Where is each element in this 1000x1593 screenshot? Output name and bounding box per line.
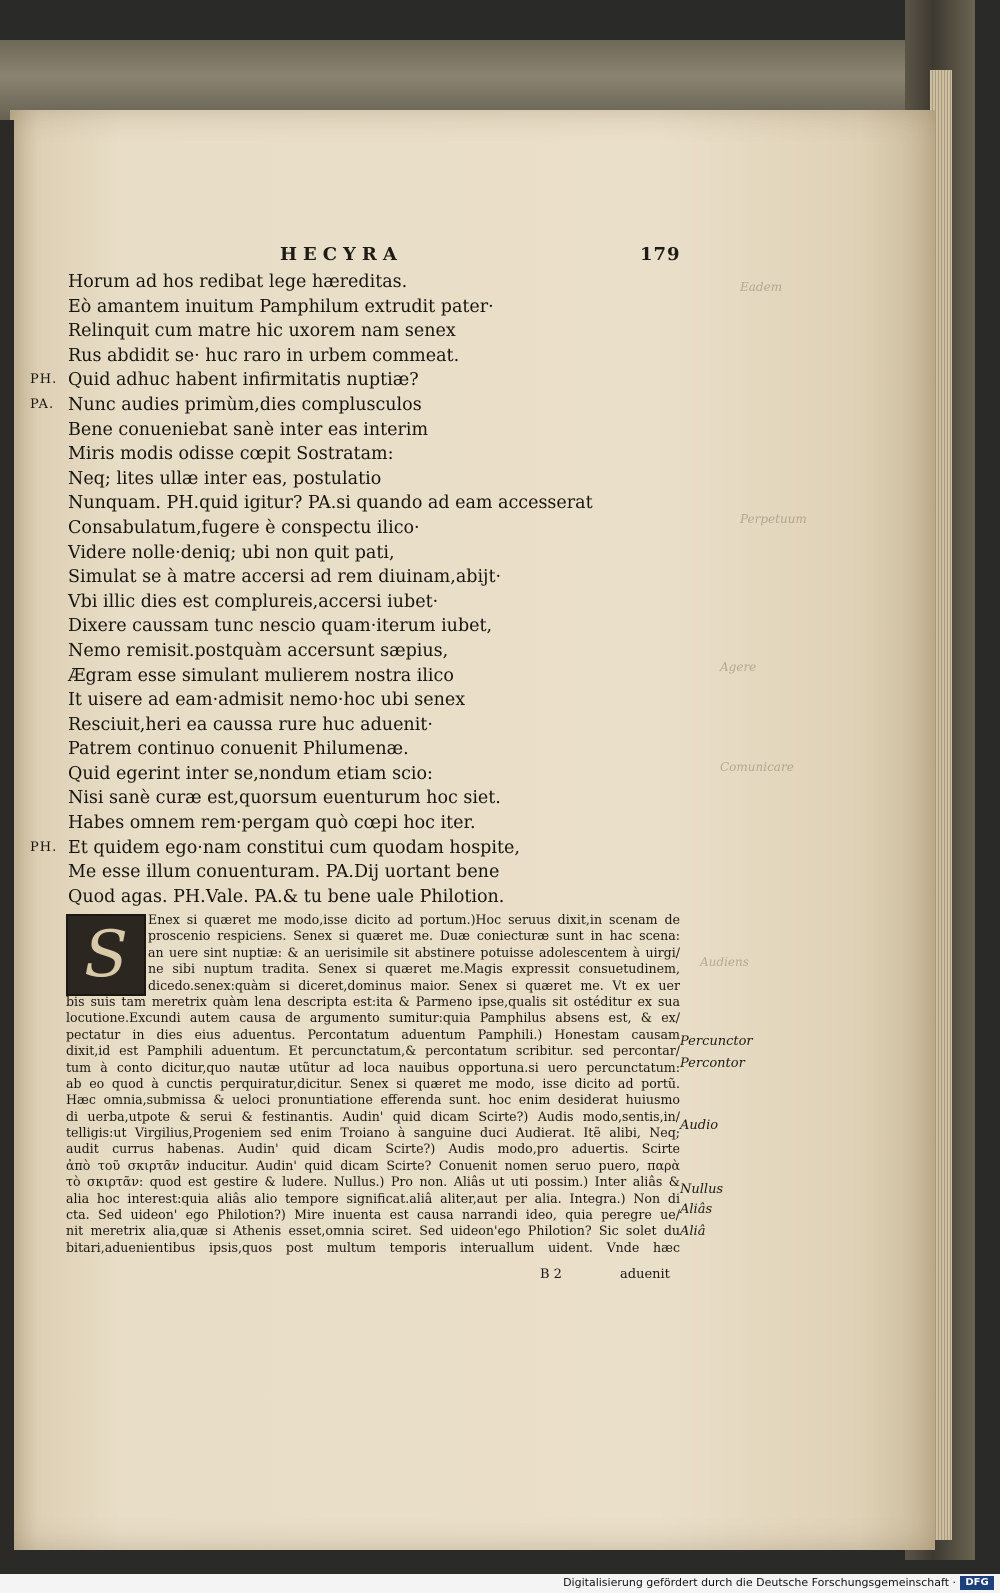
- verse-line: [30, 270, 710, 295]
- margin-note: Nullus: [680, 1182, 724, 1197]
- verse-line: [30, 344, 710, 369]
- verse-line: [30, 614, 710, 639]
- commentary-line: dixit,id est Pamphili aduentum. Et percunctatum,& percontatum scribitur. sed percontar/: [66, 1043, 680, 1059]
- margin-note: Audio: [680, 1118, 719, 1133]
- verse-text: Ægram esse simulant mulierem nostra ilico: [68, 665, 454, 686]
- verse-line: [30, 786, 710, 811]
- verse-text: Nunc audies primùm,dies complusculos: [68, 394, 422, 415]
- verse-text: Neq; lites ullæ inter eas, postulatio: [68, 468, 382, 489]
- book-spine: [0, 120, 14, 1560]
- commentary-line: locutione.Excundi autem causa de argumento sumitur:quia Pamphilus absens est, & ex/: [66, 1010, 680, 1026]
- signature-mark: B 2: [540, 1267, 562, 1282]
- speaker-label: PH.: [30, 372, 58, 388]
- verse-line: [30, 491, 710, 516]
- commentary-line: pectatur in dies eius aduentus. Percontatum aduentum Pamphili.) Honestam causam: [66, 1026, 680, 1042]
- bleed-through-text: Audiens: [700, 955, 749, 969]
- commentary-line: τὸ σκιρτᾶν: quod est gestire & ludere. Nullus.) Pro non. Aliâs ut uti possim.) Inter aliâs &: [66, 1174, 680, 1190]
- margin-note: Percontor: [680, 1056, 745, 1071]
- decorated-initial: S: [66, 914, 146, 996]
- verse-line: [30, 664, 710, 689]
- verse-line: [30, 442, 710, 467]
- margin-note: Aliâs: [680, 1202, 713, 1217]
- commentary-line: proscenio respiciens. Senex si quæret me. Duæ coniecturæ sunt in hac scena:: [148, 928, 680, 944]
- verse-text: Quod agas. PH.Vale. PA.& tu bene uale Philotion.: [68, 886, 505, 907]
- bleed-through-text: Agere: [720, 660, 757, 674]
- commentary-line: cta. Sed uideon' ego Philotion?) Mire inuenta est causa narrandi ideo, quia peregre ue/: [66, 1207, 680, 1223]
- bleed-through-text: Comunicare: [720, 760, 794, 774]
- dfg-logo: DFG: [960, 1576, 994, 1590]
- digitization-footer: [0, 1574, 1000, 1593]
- catchword: aduenit: [620, 1267, 670, 1282]
- commentary-line: nit meretrix alia,quæ si Athenis esset,omnia sciret. Sed uideon'ego Philotion? Sic solet du: [66, 1223, 680, 1239]
- bleed-through-text: Perpetuum: [740, 512, 807, 526]
- commentary-line: dicedo.senex:quàm si diceret,dominus maior. Senex si quæret me. Vt ex uer: [148, 977, 680, 993]
- verse-text: Vbi illic dies est complureis,accersi iubet·: [68, 591, 439, 612]
- verse-text: Nemo remisit.postquàm accersunt sæpius,: [68, 640, 449, 661]
- commentary-line: telligis:ut Virgilius,Progeniem sed enim Troiano à sanguine duci Audierat. Itẽ alibi, Neq;: [66, 1125, 680, 1141]
- verse-text: Dixere caussam tunc nescio quam·iterum iubet,: [68, 616, 493, 637]
- speaker-label: PA.: [30, 396, 55, 412]
- commentary-line: Hæc omnia,submissa & ueloci pronuntiatione efferenda sunt. hoc enim desiderat huiusmo: [66, 1092, 680, 1108]
- commentary-line: di uerba,utpote & serui & festinantis. Audin' quid dicam Scirte?) Audis modo,sentis,in/: [66, 1108, 680, 1124]
- verse-line: [30, 319, 710, 344]
- margin-note: Aliâ: [680, 1224, 706, 1239]
- verse-text: Relinquit cum matre hic uxorem nam senex: [68, 321, 456, 342]
- verse-text: Videre nolle·deniq; ubi non quit pati,: [68, 542, 395, 563]
- verse-line: [30, 565, 710, 590]
- commentary-line: Enex si quæret me modo,isse dicito ad portum.)Hoc seruus dixit,in scenam de: [148, 912, 680, 927]
- verse-block: [30, 270, 710, 909]
- verse-text: Nisi sanè curæ est,quorsum euenturum hoc siet.: [68, 788, 501, 809]
- verse-line: [30, 368, 710, 393]
- signature-row: [540, 1267, 680, 1285]
- verse-text: Patrem continuo conuenit Philumenæ.: [68, 739, 409, 760]
- footer-credit: Digitalisierung gefördert durch die Deutsche Forschungsgemeinschaft ·: [563, 1576, 956, 1589]
- speaker-label: PH.: [30, 839, 58, 855]
- running-head-title: HECYRA: [280, 244, 403, 265]
- folio-number: 179: [640, 244, 681, 265]
- verse-line: [30, 467, 710, 492]
- verse-text: Bene conueniebat sanè inter eas interim: [68, 419, 429, 440]
- verse-line: [30, 762, 710, 787]
- verse-line: [30, 590, 710, 615]
- commentary-line: bis suis tam meretrix quàm lena descripta est:ita & Parmeno ipse,qualis sit ostéditur ex sua: [66, 993, 680, 1009]
- verse-text: Resciuit,heri ea caussa rure huc aduenit·: [68, 714, 433, 735]
- verse-text: Miris modis odisse cœpit Sostratam:: [68, 444, 394, 465]
- verse-text: Quid adhuc habent infirmitatis nuptiæ?: [68, 370, 419, 391]
- commentary-line: an uere sint nuptiæ: & an uerisimile sit abstinere potuisse adolescentem à uirgi/: [148, 944, 680, 960]
- verse-line: [30, 393, 710, 418]
- commentary-line: tum à conto dicitur,quo nautæ utũtur ad loca nauibus opportuna.si uero percunctatum:: [66, 1059, 680, 1075]
- commentary-block: [66, 912, 680, 1256]
- running-head: [60, 244, 720, 268]
- verse-line: [30, 836, 710, 861]
- verse-line: [30, 295, 710, 320]
- verse-line: [30, 639, 710, 664]
- verse-line: [30, 811, 710, 836]
- verse-line: [30, 885, 710, 910]
- verse-text: Habes omnem rem·pergam quò cœpi hoc iter.: [68, 813, 476, 834]
- verse-text: Eò amantem inuitum Pamphilum extrudit pater·: [68, 296, 494, 317]
- verse-line: [30, 860, 710, 885]
- verse-text: Horum ad hos redibat lege hæreditas.: [68, 272, 408, 292]
- margin-note: Percunctor: [680, 1034, 753, 1049]
- commentary-line: ne sibi nuptum tradita. Senex si quæret me.Magis expressit consuetudinem,: [148, 961, 680, 977]
- commentary-line: ab eo quod à cunctis perquiratur,dicitur. Senex si quæret me modo, isse dicito ad portũ.: [66, 1075, 680, 1091]
- commentary-line: bitari,aduenientibus ipsis,quos post multum temporis interuallum uident. Vnde hæc: [66, 1239, 680, 1255]
- verse-line: [30, 688, 710, 713]
- verse-text: Consabulatum,fugere è conspectu ilico·: [68, 517, 420, 538]
- verse-text: Nunquam. PH.quid igitur? PA.si quando ad eam accesserat: [68, 493, 593, 514]
- commentary-line: audit currus habenas. Audin' quid dicam Scirte?) Audis modo,pro aduertis. Scirte: [66, 1141, 680, 1157]
- verse-text: Simulat se à matre accersi ad rem diuinam,abijt·: [68, 567, 502, 588]
- verse-text: Rus abdidit se· huc raro in urbem commeat.: [68, 345, 460, 366]
- verse-text: Quid egerint inter se,nondum etiam scio:: [68, 763, 433, 784]
- verse-text: It uisere ad eam·admisit nemo·hoc ubi senex: [68, 690, 466, 711]
- bleed-through-text: Eadem: [740, 280, 783, 294]
- verse-line: [30, 713, 710, 738]
- verse-line: [30, 418, 710, 443]
- commentary-line: ἀπὸ τοῦ σκιρτᾶν inducitur. Audin' quid dicam Scirte? Conuenit nomen seruo puero, παρὰ: [66, 1157, 680, 1173]
- verse-text: Et quidem ego·nam constitui cum quodam hospite,: [68, 837, 520, 858]
- verse-line: [30, 541, 710, 566]
- commentary-line: alia hoc interest:quia aliâs alio tempore significat.aliâ aliter,aut per alia. Integra.) Non di: [66, 1190, 680, 1206]
- verse-line: [30, 737, 710, 762]
- verse-text: Me esse illum conuenturam. PA.Dij uortant bene: [68, 862, 500, 883]
- verse-line: [30, 516, 710, 541]
